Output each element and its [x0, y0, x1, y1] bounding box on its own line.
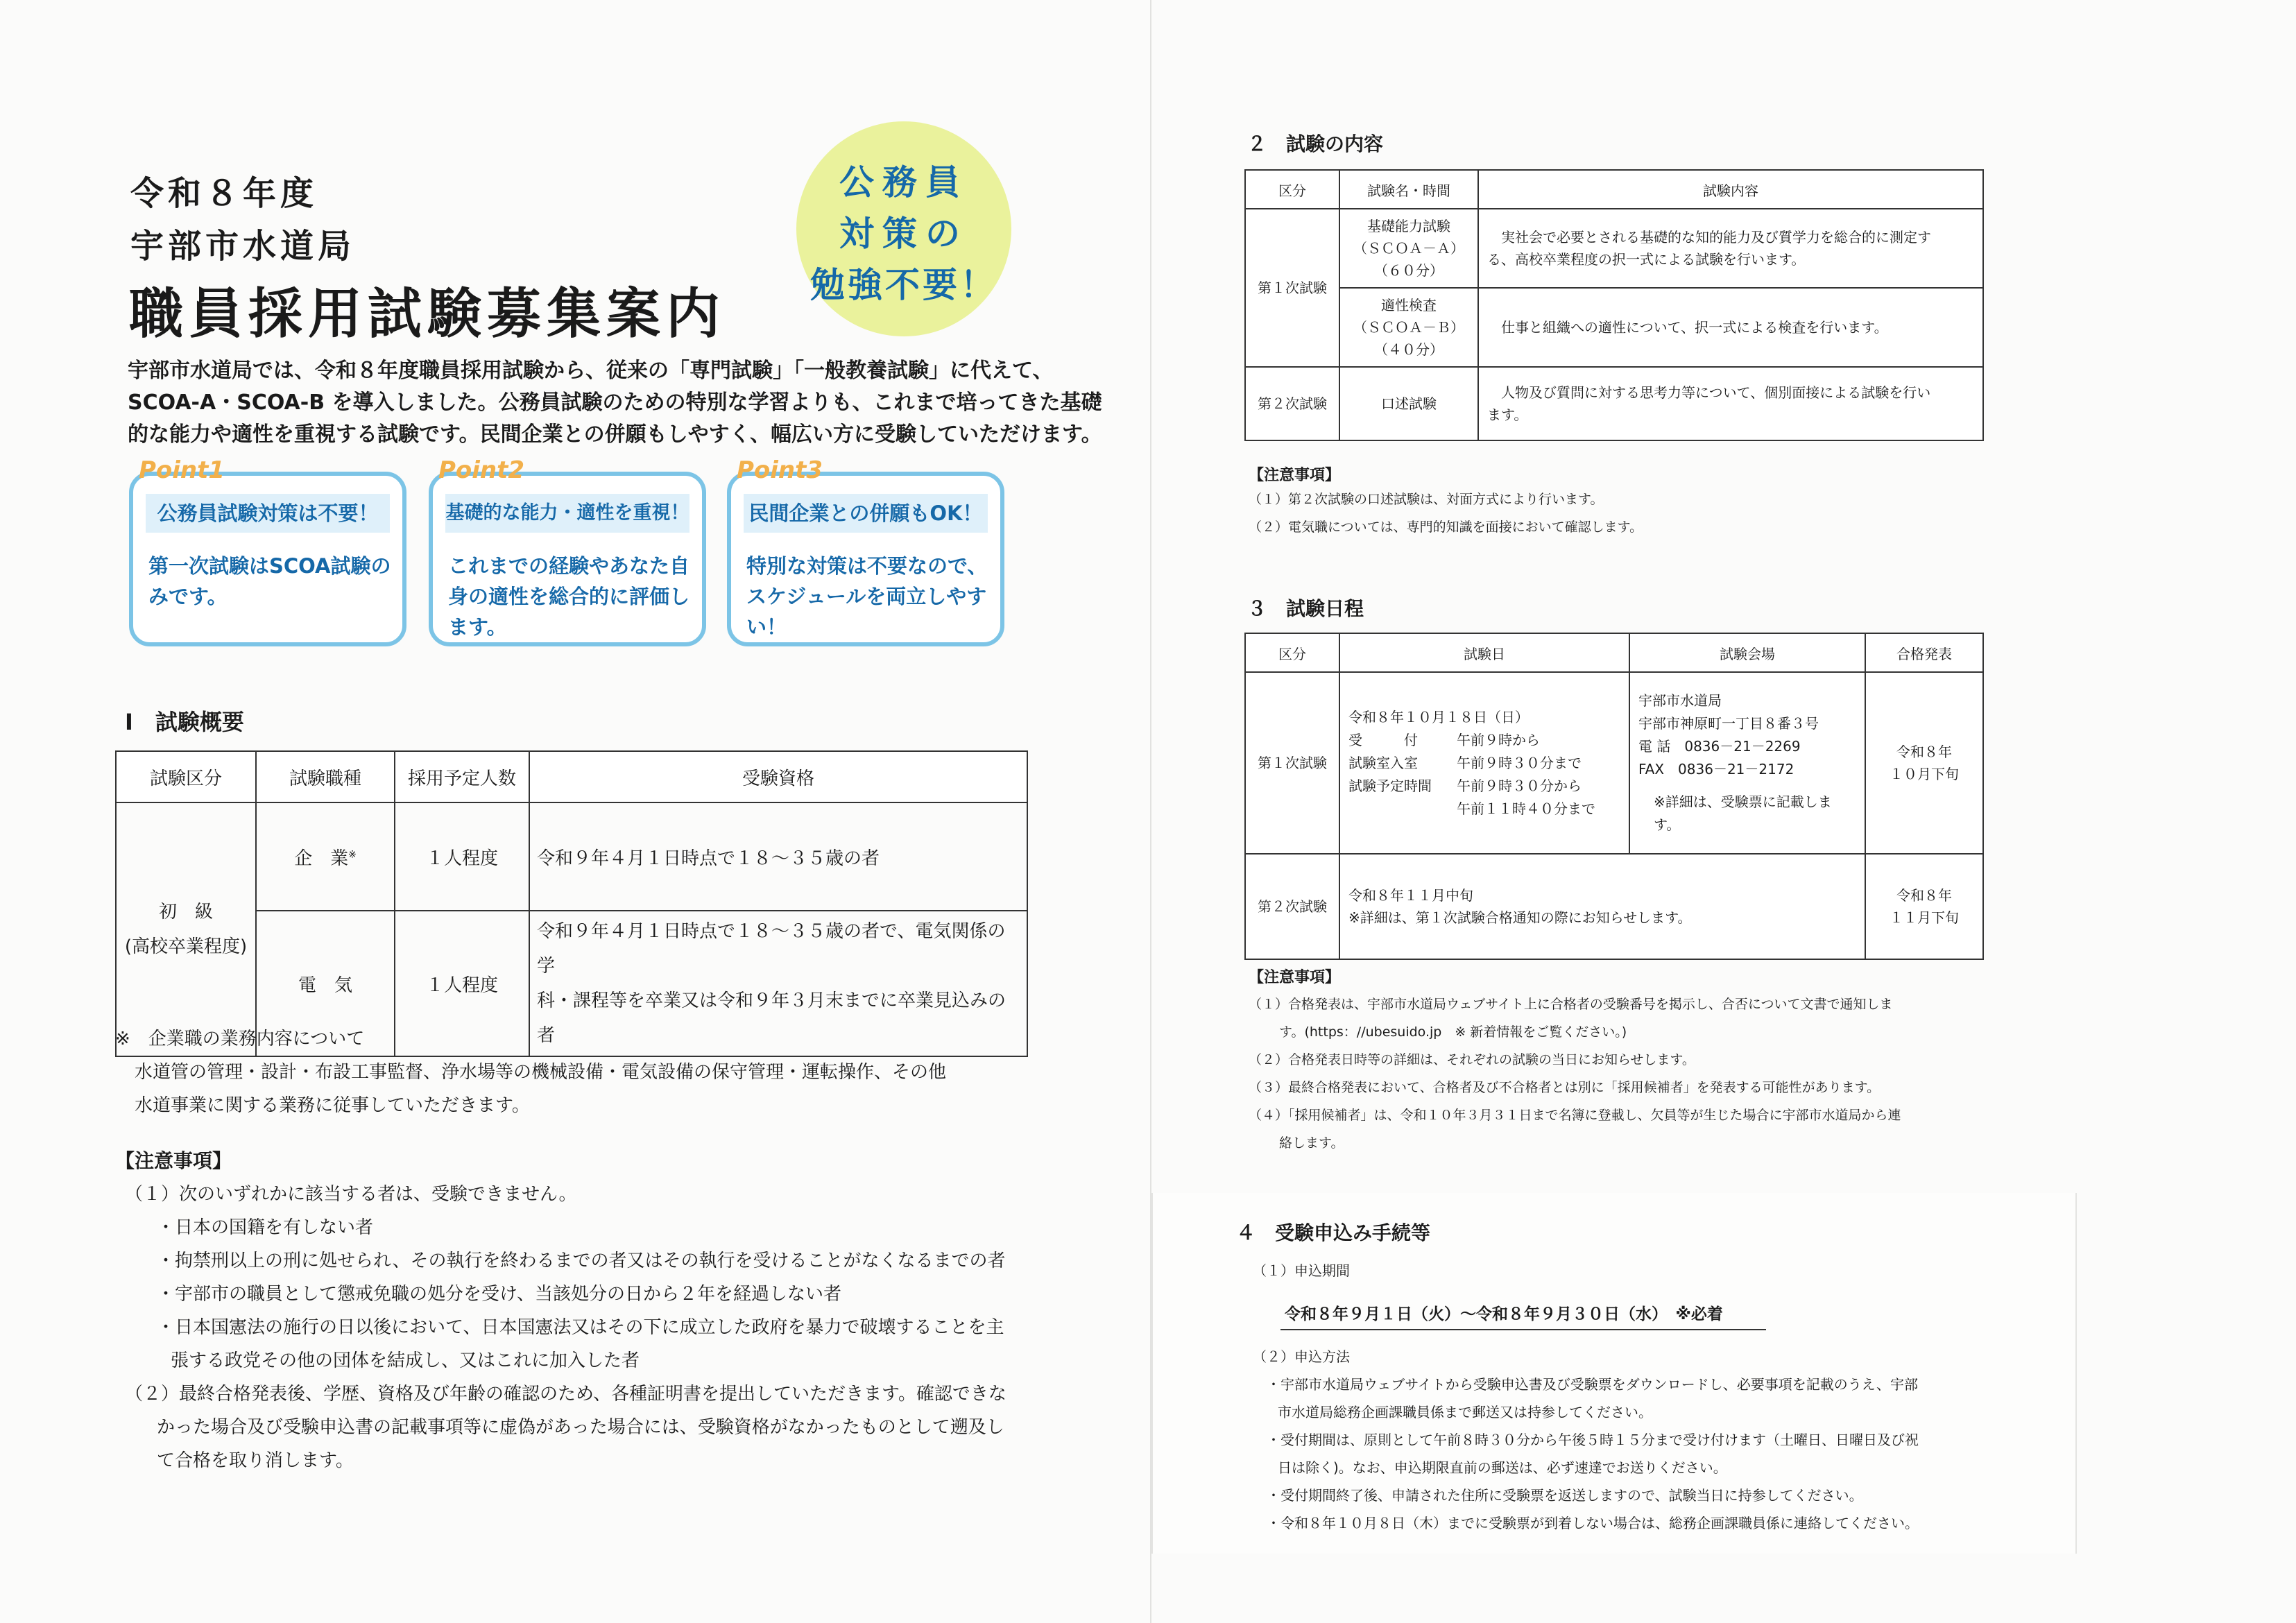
badge-line-2: 対策の	[839, 214, 968, 254]
count-cell: １人程度	[395, 911, 529, 1056]
category-cell	[116, 802, 256, 1056]
exam-content-cell	[1478, 367, 1983, 440]
result-line: １１月下旬	[1890, 909, 1959, 926]
footnote-line: 水道事業に関する業務に従事していただきます。	[135, 1095, 530, 1116]
venue-note: ※詳細は、受験票に記載します。	[1654, 793, 1832, 833]
note-line: ・拘禁刑以上の刑に処せられ、その執行を終わるまでの者又はその執行を受けることがなくなるまでの者	[157, 1251, 1006, 1271]
application-period: 令和８年９月１日（火）～令和８年９月３０日（水） ※必着	[1285, 1305, 1723, 1323]
note-line: （２）電気職については、専門的知識を面接において確認します。	[1249, 519, 1643, 535]
exam-date: 令和８年１１月中旬	[1348, 887, 1473, 904]
schedule-value: 午前９時３０分まで	[1457, 754, 1582, 771]
org-line: 宇部市水道局	[130, 227, 356, 266]
note-line: （２）合格発表日時等の詳細は、それぞれの試験の当日にお知らせします。	[1249, 1052, 1695, 1067]
result-line: 令和８年	[1896, 887, 1952, 904]
result-line: １０月下旬	[1890, 766, 1959, 782]
point-heading: 公務員試験対策は不要！	[146, 494, 390, 533]
intro-text	[128, 355, 1102, 451]
job-cell	[256, 802, 395, 911]
job-cell: 電 気	[256, 911, 395, 1056]
header-cell: 試験名・時間	[1339, 170, 1478, 209]
category-label: 初 級	[158, 902, 213, 922]
badge-line-3: 勉強不要！	[810, 265, 997, 305]
notes-title: 【注意事項】	[1249, 467, 1341, 484]
point-tag: Point2	[438, 456, 525, 484]
exam-content-cell: 仕事と組織への適性について、択一式による検査を行います。	[1478, 288, 1983, 367]
exam-name-line: （４０分）	[1374, 341, 1443, 358]
badge-line-1: 公務員	[839, 162, 968, 203]
schedule-line	[1348, 775, 1620, 798]
method-label: （２）申込方法	[1253, 1348, 1350, 1365]
header-cell: 合格発表	[1865, 633, 1983, 672]
period-underline	[1280, 1329, 1766, 1330]
count-cell: １人程度	[395, 802, 529, 911]
stage-cell: 第２次試験	[1245, 854, 1339, 959]
stage-cell: 第１次試験	[1245, 672, 1339, 854]
promo-badge	[796, 121, 1011, 336]
note-line: （３）最終合格発表において、合格者及び不合格者とは別に「採用候補者」を発表する可能性があります。	[1249, 1080, 1881, 1095]
section-3-title: ３ 試験日程	[1247, 597, 1364, 620]
section-3-notes	[1249, 990, 1901, 1157]
venue-line: 電 話 0836－21－2269	[1638, 738, 1801, 755]
venue-line: 宇部市神原町一丁目８番３号	[1638, 715, 1819, 732]
method-line: ・受付期間は、原則として午前８時３０分から午後５時１５分まで受け付けます（土曜日、日曜日及び祝	[1267, 1432, 1919, 1448]
method-line: ・受付期間終了後、申請された住所に受験票を返送しますので、試験当日に持参してください。	[1267, 1487, 1863, 1504]
table-header-row	[1245, 633, 1983, 672]
section-1-notes	[125, 1178, 1006, 1477]
section-1-title: Ⅰ 試験概要	[125, 709, 244, 735]
category-sub-label: (高校卒業程度)	[124, 936, 248, 957]
header-cell: 区分	[1245, 170, 1339, 209]
point-card-2	[429, 456, 706, 646]
exam-overview-table	[115, 750, 1028, 1057]
exam-content-line: る、高校卒業程度の択一式による試験を行います。	[1487, 251, 1806, 268]
exam-content-line: ます。	[1487, 406, 1528, 423]
exam-date-cell	[1339, 854, 1865, 959]
point-tag: Point3	[737, 456, 823, 484]
result-cell	[1865, 854, 1983, 959]
qualification-cell: 令和９年４月１日時点で１８～３５歳の者	[529, 802, 1027, 911]
method-line: ・令和８年１０月８日（木）までに受験票が到着しない場合は、総務企画課職員係に連絡してください。	[1267, 1515, 1919, 1531]
note-line: て合格を取り消します。	[157, 1450, 354, 1471]
header-cell: 採用予定人数	[395, 751, 529, 802]
notes-title: 【注意事項】	[115, 1149, 232, 1172]
note-line: ・宇部市の職員として懲戒免職の処分を受け、当該処分の日から２年を経過しない者	[157, 1284, 841, 1305]
table-row	[1245, 367, 1983, 440]
exam-name-line: （６０分）	[1374, 262, 1443, 279]
exam-name-line: （ＳＣＯＡ－Ａ）	[1353, 240, 1464, 257]
exam-name-cell	[1339, 288, 1478, 367]
stage-cell: 第２次試験	[1245, 367, 1339, 440]
exam-date: 令和８年１０月１８日（日）	[1348, 708, 1529, 725]
note-line: かった場合及び受験申込書の記載事項等に虚偽があった場合には、受験資格がなかったものとして遡及し	[157, 1417, 1004, 1438]
note-line: す。(https：//ubesuido.jp ※ 新着情報をご覧ください。)	[1279, 1024, 1627, 1040]
exam-date-cell	[1339, 672, 1629, 854]
header-cell: 試験日	[1339, 633, 1629, 672]
point-body: 第一次試験はSCOA試験のみです。	[148, 554, 391, 608]
note-line: 張する政党その他の団体を結成し、又はこれに加入した者	[171, 1350, 640, 1371]
schedule-label: 受 付	[1348, 731, 1418, 748]
result-cell	[1865, 672, 1983, 854]
note-line: （１）次のいずれかに該当する者は、受験できません。	[125, 1184, 577, 1205]
table-header-row	[1245, 170, 1983, 209]
table-row	[1245, 209, 1983, 288]
schedule-value: 午前９時３０分から	[1457, 777, 1582, 794]
table-row	[116, 802, 1027, 911]
exam-schedule-table	[1244, 633, 1984, 960]
schedule-value: 午前９時から	[1457, 731, 1540, 748]
table-row	[1245, 288, 1983, 367]
point-heading: 基礎的な能力・適性を重視！	[445, 494, 689, 533]
method-line: 市水道局総務企画課職員係まで郵送又は持参してください。	[1278, 1404, 1652, 1420]
intro-line: 的な能力や適性を重視する試験です。民間企業との併願もしやすく、幅広い方に受験していただけます。	[128, 422, 1102, 447]
exam-name-cell: 口述試験	[1339, 367, 1478, 440]
note-line: （１）合格発表は、宇部市水道局ウェブサイト上に合格者の受験番号を掲示し、合否について文書で通知しま	[1249, 997, 1893, 1012]
page-title: 職員採用試験募集案内	[129, 283, 726, 345]
note-line: 絡します。	[1279, 1135, 1344, 1151]
point-card-3	[727, 456, 1004, 646]
point-heading: 民間企業との併願もOK！	[744, 494, 988, 533]
exam-date-note: ※詳細は、第１次試験合格通知の際にお知らせします。	[1348, 909, 1692, 926]
exam-name-line: 基礎能力試験	[1367, 218, 1450, 234]
header-cell: 試験内容	[1478, 170, 1983, 209]
exam-content-line: 実社会で必要とされる基礎的な知的能力及び質学力を総合的に測定す	[1501, 229, 1931, 246]
note-line: （２）最終合格発表後、学歴、資格及び年齢の確認のため、各種証明書を提出していただきます。確認できな	[125, 1384, 1006, 1405]
header-cell: 区分	[1245, 633, 1339, 672]
job-label: 企 業	[294, 848, 349, 869]
schedule-line	[1348, 729, 1620, 752]
exam-name-line: 適性検査	[1381, 297, 1437, 314]
exam-name-cell	[1339, 209, 1478, 288]
point-body: 特別な対策は不要なので、スケジュールを両立しやすい！	[746, 554, 988, 639]
result-line: 令和８年	[1896, 744, 1952, 760]
period-label: （１）申込期間	[1253, 1262, 1350, 1279]
schedule-label: 試験予定時間	[1348, 777, 1432, 794]
application-method	[1267, 1371, 1919, 1537]
note-line: ・日本国憲法の施行の日以後において、日本国憲法又はその下に成立した政府を暴力で破壊することを主	[157, 1317, 1004, 1338]
footnote-line: 水道管の管理・設計・布設工事監督、浄水場等の機械設備・電気設備の保守管理・運転操作、その他	[135, 1062, 947, 1083]
exam-content-line: 人物及び質問に対する思考力等について、個別面接による試験を行い	[1501, 384, 1931, 401]
table-row	[1245, 854, 1983, 959]
header-cell: 試験区分	[116, 751, 256, 802]
job-footnote-mark: ※	[348, 848, 357, 860]
venue-cell	[1629, 672, 1865, 854]
point-body: これまでの経験やあなた自身の適性を総合的に評価します。	[448, 554, 690, 639]
exam-content-cell	[1478, 209, 1983, 288]
qualification-line: 令和９年４月１日時点で１８～３５歳の者で、電気関係の学	[537, 921, 1006, 977]
section-4-title: ４ 受験申込み手続等	[1236, 1221, 1431, 1244]
table-row	[1245, 672, 1983, 854]
year-line: 令和８年度	[130, 174, 318, 213]
intro-line: 宇部市水道局では、令和８年度職員採用試験から、従来の「専門試験」「一般教養試験」に代えて、	[128, 359, 1054, 383]
stage-cell: 第１次試験	[1245, 209, 1339, 367]
method-line: ・宇部市水道局ウェブサイトから受験申込書及び受験票をダウンロードし、必要事項を記載のうえ、宇部	[1267, 1376, 1918, 1393]
footnote	[115, 1022, 946, 1122]
header-cell: 受験資格	[529, 751, 1027, 802]
table-header-row	[116, 751, 1027, 802]
exam-name-line: （ＳＣＯＡ－Ｂ）	[1353, 319, 1464, 336]
schedule-line	[1348, 752, 1620, 775]
method-line: 日は除く)。なお、申込期限直前の郵送は、必ず速達でお送りください。	[1278, 1459, 1727, 1476]
section-2-title: ２ 試験の内容	[1247, 132, 1384, 155]
schedule-value: 午前１１時４０分まで	[1457, 800, 1595, 817]
header-cell: 試験職種	[256, 751, 395, 802]
note-line: ・日本の国籍を有しない者	[157, 1217, 374, 1238]
note-line: （４）「採用候補者」は、令和１０年３月３１日まで名簿に登載し、欠員等が生じた場合に宇部市水道局から連	[1249, 1108, 1901, 1123]
point-card-1	[129, 456, 406, 646]
notes-title: 【注意事項】	[1249, 969, 1341, 986]
section-2-notes	[1249, 486, 1643, 541]
note-line: （１）第２次試験の口述試験は、対面方式により行います。	[1249, 492, 1604, 507]
venue-line: FAX 0836－21－2172	[1638, 761, 1794, 778]
qualification-line: 科・課程等を卒業又は令和９年３月末までに卒業見込みの者	[537, 990, 1006, 1046]
intro-line: SCOA-A・SCOA-B を導入しました。公務員試験のための特別な学習よりも、これまで培ってきた基礎	[128, 390, 1102, 415]
schedule-label: 試験室入室	[1348, 754, 1418, 771]
header-cell: 試験会場	[1629, 633, 1865, 672]
footnote-title: ※ 企業職の業務内容について	[115, 1029, 365, 1049]
point-tag: Point1	[139, 456, 225, 484]
exam-content-table	[1244, 169, 1984, 441]
venue-line: 宇部市水道局	[1638, 692, 1722, 709]
